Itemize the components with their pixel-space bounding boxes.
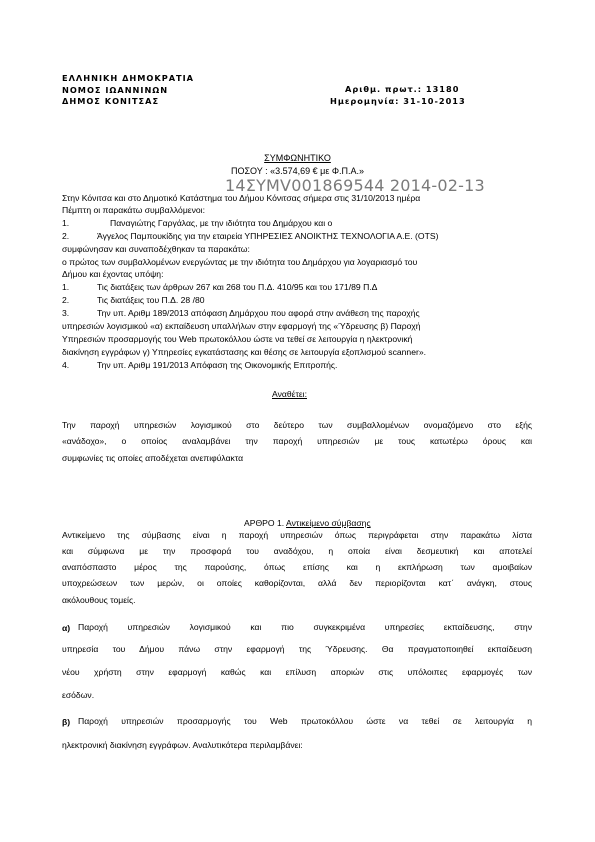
article-body-line: υποχρεώσεων των μερών, οι οποίες καθορίζονται, αλλά δεν περιορίζονται κατ΄ ανάγκη, στους <box>62 578 532 588</box>
intro-line: Στην Κόνιτσα και στο Δημοτικό Κατάστημα του Δήμου Κόνιτσας σήμερα στις 31/10/2013 ημέρα <box>62 193 421 203</box>
article-body-line: και σύμφωνα με την προσφορά του αναδόχου, η οποία είναι δεσμευτική και αποτελεί <box>62 546 532 556</box>
article-heading <box>244 517 371 530</box>
item-a-label: α) <box>62 623 71 633</box>
consideration-text: Την υπ. Αριθμ 191/2013 Απόφαση της Οικονομικής Επιτροπής. <box>97 360 338 370</box>
protocol-number: Αριθμ. πρωτ.: 13180 <box>345 84 460 94</box>
document-date: Ημερομηνία: 31-10-2013 <box>330 95 466 106</box>
consideration-number: 3. <box>62 308 70 318</box>
protocol-block <box>330 84 466 107</box>
consideration-text: Τις διατάξεις των άρθρων 267 και 268 του Π.Δ. 410/95 και του 171/89 Π.Δ <box>97 282 378 292</box>
item-a-line: υπηρεσία του Δήμου πάνω στην εφαρμογή της Ύδρευσης. Θα πραγματοποιηθεί εκπαίδευση <box>62 644 532 654</box>
article-body-line: Αντικείμενο της σύμβασης είναι η παροχή υπηρεσιών όπως περιγράφεται στην παρακάτω λίστα <box>62 530 532 540</box>
agreement-line: συμφώνησαν και συναποδέχθηκαν τα παρακάτω: <box>62 244 250 254</box>
assigns-line: συμφωνίες τις οποίες αποδέχεται ανεπιφύλακτα <box>62 453 244 463</box>
consideration-text: Την υπ. Αριθμ 189/2013 απόφαση Δημάρχου που αφορά στην ανάθεση της παροχής <box>97 308 420 318</box>
intro-line: Πέμπτη οι παρακάτω συμβαλλόμενοι: <box>62 205 205 215</box>
item-b-line: Παροχή υπηρεσιών προσαρμογής του Web πρωτοκόλλου ώστε να τεθεί σε λειτουργία η <box>78 716 532 726</box>
first-party-line: Δήμου και έχοντας υπόψη: <box>62 269 164 279</box>
article-body-line: ακόλουθους τομείς. <box>62 595 136 605</box>
assigns-line: «ανάδοχο», ο οποίος αναλαμβάνει την παροχή υπηρεσιών με τους κατωτέρω όρους και <box>62 436 532 446</box>
issuer-block <box>62 73 194 108</box>
party-number: 2. <box>62 231 70 241</box>
consideration-text: διακίνηση εγγράφων γ) Υπηρεσίες εγκατάστασης και θέσης σε λειτουργία εξοπλισμού scanner». <box>62 347 427 357</box>
party-text: Παναγιώτης Γαργάλας, με την ιδιότητα του Δημάρχου και ο <box>110 218 333 228</box>
item-a-line: Παροχή υπηρεσιών λογισμικού και πιο συγκεκριμένα υπηρεσίες εκπαίδευσης, στην <box>78 622 532 632</box>
article-body-line: αναπόσπαστο μέρος της παρούσης, όπως επίσης και η εκπλήρωση των αμοιβαίων <box>62 562 532 572</box>
consideration-text: Υπηρεσιών προσαρμογής του Web πρωτοκόλλου ώστε να τεθεί σε λειτουργία η ηλεκτρονική <box>62 334 413 344</box>
article-title: Αντικείμενο σύμβασης <box>286 518 371 528</box>
article-label: ΑΡΘΡΟ 1. <box>244 518 285 528</box>
document-title: ΣΥΜΦΩΝΗΤΙΚΟ <box>264 153 331 163</box>
item-a-line: εσόδων. <box>62 690 95 700</box>
first-party-line: ο πρώτος των συμβαλλομένων ενεργώντας με την ιδιότητα του Δημάρχου για λογαριασμό του <box>62 257 418 267</box>
consideration-number: 1. <box>62 282 70 292</box>
assigns-line: Την παροχή υπηρεσιών λογισμικού στο δεύτερο των συμβαλλομένων ονομαζόμενο στο εξής <box>62 420 532 430</box>
item-b-label: β) <box>62 717 71 727</box>
consideration-number: 2. <box>62 295 70 305</box>
consideration-number: 4. <box>62 360 70 370</box>
assigns-heading: Αναθέτει: <box>272 389 307 399</box>
issuer-line-country: ΕΛΛΗΝΙΚΗ ΔΗΜΟΚΡΑΤΙΑ <box>62 73 195 83</box>
item-a-line: νέου χρήστη στην εφαρμογή καθώς και επίλυση αποριών στις υπόλοιπες εφαρμογές των <box>62 667 532 677</box>
party-number: 1. <box>62 218 70 228</box>
consideration-text: Τις διατάξεις του Π.Δ. 28 /80 <box>97 295 205 305</box>
party-text: Άγγελος Παμπουκίδης για την εταιρεία ΥΠΗΡΕΣΙΕΣ ΑΝΟΙΚΤΗΣ ΤΕΧΝΟΛΟΓΙΑ Α.Ε. (OTS) <box>97 231 439 241</box>
consideration-text: υπηρεσιών λογισμικού «α) εκπαίδευση υπαλλήλων στην εφαρμογή της «Ύδρευσης β) Παροχή <box>62 321 421 331</box>
registry-stamp: 14ΣΥΜV001869544 2014-02-13 <box>225 176 485 195</box>
issuer-line-prefecture: ΝΟΜΟΣ ΙΩΑΝΝΙΝΩΝ <box>62 84 169 95</box>
item-b-line: ηλεκτρονική διακίνηση εγγράφων. Αναλυτικότερα περιλαμβάνει: <box>62 740 303 750</box>
issuer-line-municipality: ΔΗΜΟΣ ΚΟΝΙΤΣΑΣ <box>62 96 160 106</box>
contract-amount: ΠΟΣΟΥ : «3.574,69 € με Φ.Π.Α.» <box>230 166 365 176</box>
